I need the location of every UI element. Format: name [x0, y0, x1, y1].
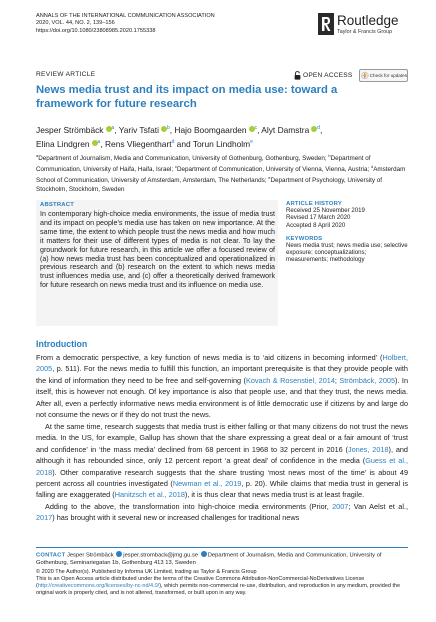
abstract-text: In contemporary high-choice media environments, the issue of media trust and its impact on people’s media use has taken on new importance. At the same time, the extent to which people trust the news media and how much it matters for their use of different types of media is not clear. To lay the groundwork for future research, in this article we offer a focused review of (a) how news media trust has been conceptualized and operationalized in previous research and (b) research on the extent to which news media trust influences media use, and (c) offer a theoretically derived framework for future research on news media trust and its influence on media use.	[40, 210, 275, 290]
affiliations: $^a$Department of Journalism, Media and Communication, University of Gothenburg, Gothenburg, Sweden; $^b$Department of Communication, University of Haifa, Haifa, Israel; $^c$Department of Communication, University of Vienna, Vienna, Austria; $^d$Amsterdam School of Communication, University of Amsterdam, Amsterdam, The Netherlands; $^e$Department of Psychology, University of Stockholm, Stockholm, Sweden	[36, 153, 406, 193]
history-received: Received 25 November 2019	[286, 207, 365, 214]
copyright-line: © 2020 The Author(s). Published by Informa UK Limited, trading as Taylor & Francis Group	[36, 569, 257, 575]
check-updates-button[interactable]	[359, 69, 408, 82]
article-type: REVIEW ARTICLE	[36, 71, 96, 78]
author[interactable]: Torun Lindholm$^e$	[192, 139, 253, 150]
history-accepted: Accepted 8 April 2020	[286, 221, 346, 229]
contact-label: CONTACT	[36, 552, 66, 559]
article-sidebar	[286, 201, 408, 264]
author[interactable]: Elina Lindgren $^a$,	[36, 139, 103, 150]
routledge-mark-icon	[318, 13, 334, 35]
section-heading: Introduction	[36, 339, 88, 349]
citation-link[interactable]: 2007	[332, 501, 349, 511]
journal-volume: 2020, VOL. 44, NO. 2, 139–156	[36, 20, 115, 27]
article-title: News media trust and its impact on media use: toward a framework for future research	[36, 84, 338, 111]
abstract-box	[36, 200, 278, 326]
address-icon	[201, 551, 207, 557]
article-meta-row	[36, 70, 408, 82]
paragraph: Adding to the above, the transformation into high-choice media environments (Prior, 2007; Van Aelst et al., 2017) has brought with it several new or increased challenges for traditional news	[36, 501, 408, 523]
publisher-name: Routledge	[337, 13, 399, 28]
contact-email[interactable]: jesper.stromback@jmg.gu.se	[123, 552, 199, 559]
open-access-label: OPEN ACCESS	[303, 72, 353, 79]
body-text	[36, 352, 408, 524]
author-list	[36, 122, 408, 151]
contact-footnote	[36, 547, 408, 567]
publisher-logo	[318, 12, 408, 42]
open-access-badge	[294, 70, 352, 81]
keywords-heading: KEYWORDS	[286, 235, 323, 242]
author[interactable]: Rens Vliegenthart$^d$ and	[104, 139, 191, 150]
crossmark-icon	[361, 71, 369, 80]
history-revised: Revised 17 March 2020	[286, 214, 351, 222]
abstract-heading: ABSTRACT	[40, 202, 74, 208]
author[interactable]: Jesper Strömbäck $^a$,	[36, 125, 117, 135]
citation-link[interactable]: Strömbäck, 2005	[339, 375, 395, 385]
journal-info	[36, 13, 266, 35]
journal-name: ANNALS OF THE INTERNATIONAL COMMUNICATION ASSOCIATION	[36, 13, 215, 19]
citation-link[interactable]: Holbert, 2005	[36, 353, 408, 374]
citation-link[interactable]: Jones, 2018	[347, 444, 389, 454]
copyright-notice	[36, 569, 408, 597]
check-updates-label: Check for updates	[369, 73, 407, 78]
citation-link[interactable]: Hanitzsch et al., 2018	[114, 490, 185, 500]
citation-link[interactable]: 2017	[36, 513, 53, 523]
email-icon	[116, 551, 122, 557]
citation-link[interactable]: Guess et al., 2018	[36, 456, 408, 477]
citation-link[interactable]: Newman et al., 2019	[172, 478, 242, 488]
license-text: This is an Open Access article distributed under the terms of the Creative Commons Attribution-NonCommercial-NoDerivatives License (http://creativecommons.org/licenses/by-nc-nd/4.0/), which permits non-commercial re-use, distribution, and reproduction in any medium, provided the original work is properly cited, and is not altered, transformed, or built upon in any way.	[36, 576, 401, 597]
citation-link[interactable]: Kovach & Rosenstiel, 2014	[245, 375, 335, 385]
open-lock-icon	[294, 71, 301, 80]
contact-name: Jesper Strömbäck	[66, 552, 114, 559]
author[interactable]: Alyt Damstra $^d$,	[261, 125, 323, 135]
license-link[interactable]: http://creativecommons.org/licenses/by-nc-nd/4.0/	[37, 583, 160, 590]
paragraph: At the same time, research suggests that media trust is either falling or that many citizens do not trust the news media. In the US, for example, Gallup has shown that the share expressing a great deal or a fair amount of ‘trust and confidence’ in ‘the mass media’ declined from 68 percent in 1968 to 32 percent in 2016 (Jones, 2018), and although it has rebounded since, only 12 percent report ‘a great deal’ of confidence in the media (Guess et al., 2018). Other comparative research suggests that the share trusting ‘most news most of the time’ is about 49 percent across all countries investigated (Newman et al., 2019, p. 20). While claims that media trust in general is falling are exaggerated (Hanitzsch et al., 2018), it is thus clear that news media trust is at least fragile.	[36, 421, 408, 500]
contact-address: Department of Journalism, Media and Communication, University of Gothenburg, Seminariegatan 1b, Gothenburg 413 13, Sweden	[36, 552, 382, 566]
keywords-text: News media trust; news media use; selective exposure; conceptualizations; measurements; methodology	[286, 241, 408, 264]
paragraph: From a democratic perspective, a key function of news media is to ‘aid citizens in becoming informed’ (Holbert, 2005, p. 511). For the news media to fulfill this function, an important prerequisite is that they provide people with the kind of information they need to be free and self-governing (Kovach & Rosenstiel, 2014; Strömbäck, 2005). In itself, this is however not enough. Of key importance is also that people use, and that they trust, the news media. After all, even a perfectly informative news media environment is of little democratic use if citizens by and large do not consume the news or if they do not trust the news.	[36, 353, 409, 420]
author[interactable]: Yariv Tsfati $^b$,	[118, 125, 173, 135]
doi-link[interactable]: https://doi.org/10.1080/23808985.2020.1755338	[36, 27, 156, 34]
publisher-subtitle: Taylor & Francis Group	[337, 29, 393, 35]
history-heading: ARTICLE HISTORY	[286, 201, 343, 207]
author[interactable]: Hajo Boomgaarden $^c$,	[174, 125, 260, 135]
